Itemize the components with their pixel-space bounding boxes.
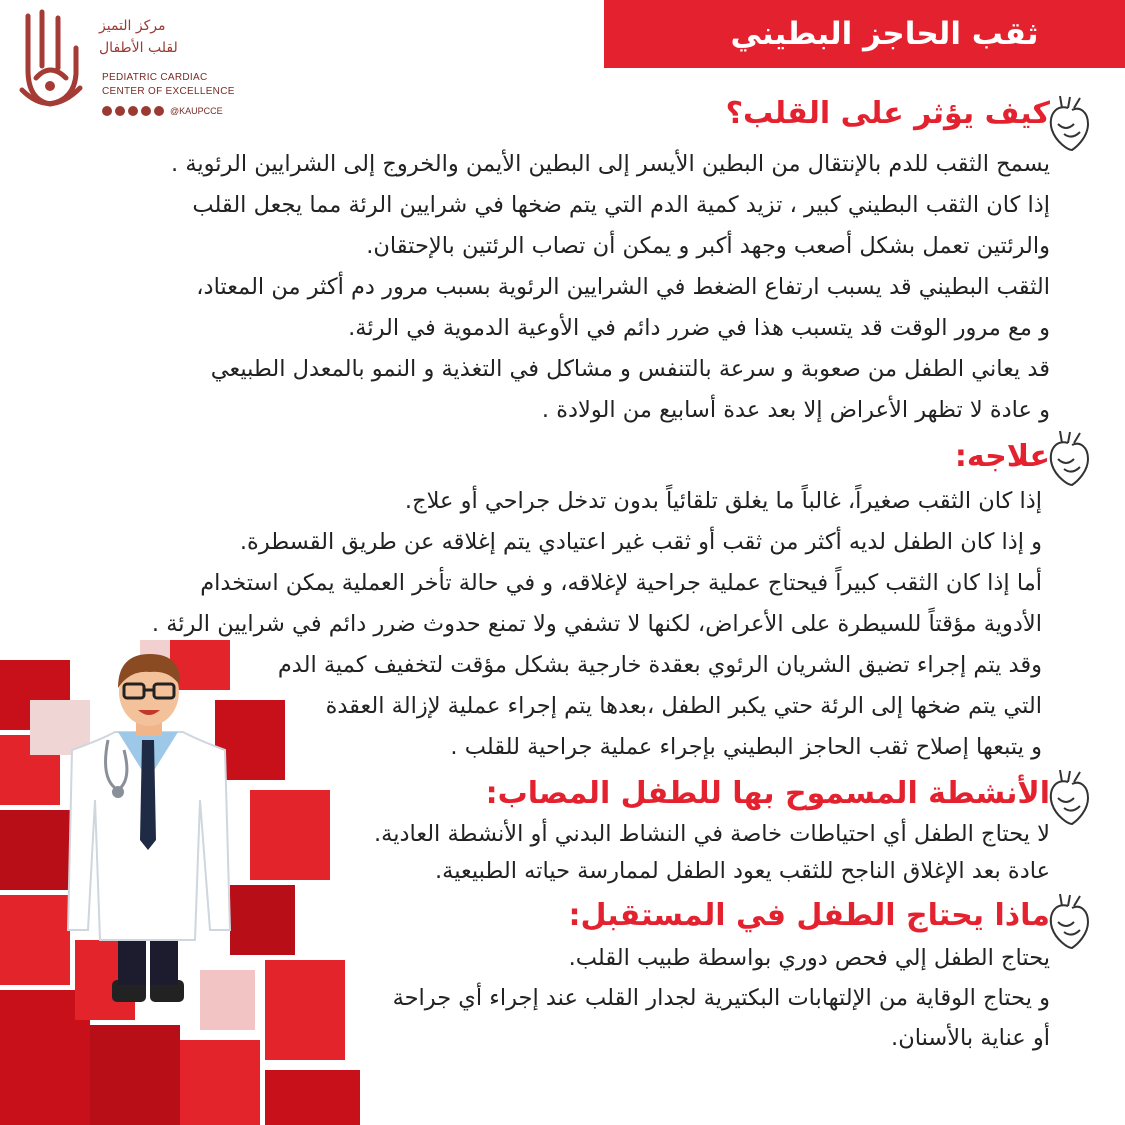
paragraph-line: والرئتين تعمل بشكل أصعب وجهد أكبر و يمكن أن تصاب الرئتين بالإحتقان. <box>366 233 1050 259</box>
paragraph-line: الأدوية مؤقتاً للسيطرة على الأعراض، لكنها لا تشفي ولا تمنع حدوث ضرر دائم في شرايين الرئة . <box>151 611 1042 637</box>
paragraph-line: التي يتم ضخها إلى الرئة حتي يكبر الطفل ،بعدها يتم إجراء عملية لإزالة العقدة <box>325 693 1042 719</box>
logo-english-line-1: PEDIATRIC CARDIAC <box>102 72 208 83</box>
article-content <box>20 92 1050 1058</box>
paragraph-line: يسمح الثقب للدم بالإنتقال من البطين الأيسر إلى البطين الأيمن والخروج إلى الشرايين الرئوية . <box>171 151 1050 177</box>
title-bar <box>604 0 1125 68</box>
section-heading: ماذا يحتاج الطفل في المستقبل: <box>568 898 1050 933</box>
paragraph-line: إذا كان الثقب صغيراً، غالباً ما يغلق تلقائياً بدون تدخل جراحي أو علاج. <box>404 488 1042 514</box>
section-heading: الأنشطة المسموح بها للطفل المصاب: <box>485 776 1050 811</box>
section-activities <box>20 772 1050 890</box>
section-future-needs <box>20 894 1050 1058</box>
section-treatment <box>20 435 1050 768</box>
paragraph-line: قد يعاني الطفل من صعوبة و سرعة بالتنفس و مشاكل في التغذية و النمو بالمعدل الطبيعي <box>210 356 1050 382</box>
logo-english-line-2: CENTER OF EXCELLENCE <box>102 86 235 97</box>
paragraph-line: أو عناية بالأسنان. <box>891 1025 1050 1051</box>
paragraph-line: يحتاج الطفل إلي فحص دوري بواسطة طبيب القلب. <box>568 945 1050 971</box>
paragraph-line: الثقب البطيني قد يسبب ارتفاع الضغط في الشرايين الرئوية بسبب مرور دم أكثر من المعتاد، <box>196 274 1050 300</box>
logo-arabic-line-1: مركز التميز <box>99 18 166 34</box>
paragraph-line: و يحتاج الوقاية من الإلتهابات البكتيرية لجدار القلب عند إجراء أي جراحة <box>392 985 1050 1011</box>
paragraph-line: أما إذا كان الثقب كبيراً فيحتاج عملية جراحية لإغلاقه، و في حالة تأخر العملية يمكن استخدام <box>200 570 1042 596</box>
paragraph-line: عادة بعد الإغلاق الناجح للثقب يعود الطفل لممارسة حياته الطبيعية. <box>434 858 1050 884</box>
paragraph-line: و يتبعها إصلاح ثقب الحاجز البطيني بإجراء عملية جراحية للقلب . <box>450 734 1042 760</box>
heart-sketch-icon <box>1044 429 1092 487</box>
paragraph-line: و إذا كان الطفل لديه أكثر من ثقب أو ثقب غير اعتيادي يتم إغلاقه عن طريق القسطرة. <box>239 529 1042 555</box>
paragraph-line: إذا كان الثقب البطيني كبير ، تزيد كمية الدم التي يتم ضخها في شرايين الرئة مما يجعل القلب <box>192 192 1050 218</box>
heart-sketch-icon <box>1044 94 1092 152</box>
paragraph-line: و عادة لا تظهر الأعراض إلا بعد عدة أسابيع من الولادة . <box>541 397 1050 423</box>
social-handle: @KAUPCCE <box>170 106 223 116</box>
page-title: ثقب الحاجز البطيني <box>730 16 1039 52</box>
paragraph-line: وقد يتم إجراء تضيق الشريان الرئوي بعقدة خارجية بشكل مؤقت لتخفيف كمية الدم <box>277 652 1042 678</box>
section-heart-effect <box>20 92 1050 431</box>
section-heading: علاجه: <box>954 439 1050 474</box>
paragraph-line: لا يحتاج الطفل أي احتياطات خاصة في النشاط البدني أو الأنشطة العادية. <box>373 821 1050 847</box>
paragraph-line: و مع مرور الوقت قد يتسبب هذا في ضرر دائم في الأوعية الدموية في الرئة. <box>348 315 1050 341</box>
section-heading: كيف يؤثر على القلب؟ <box>725 96 1050 131</box>
logo-arabic-line-2: لقلب الأطفال <box>99 40 178 56</box>
heart-sketch-icon <box>1044 768 1092 826</box>
heart-sketch-icon <box>1044 892 1092 950</box>
